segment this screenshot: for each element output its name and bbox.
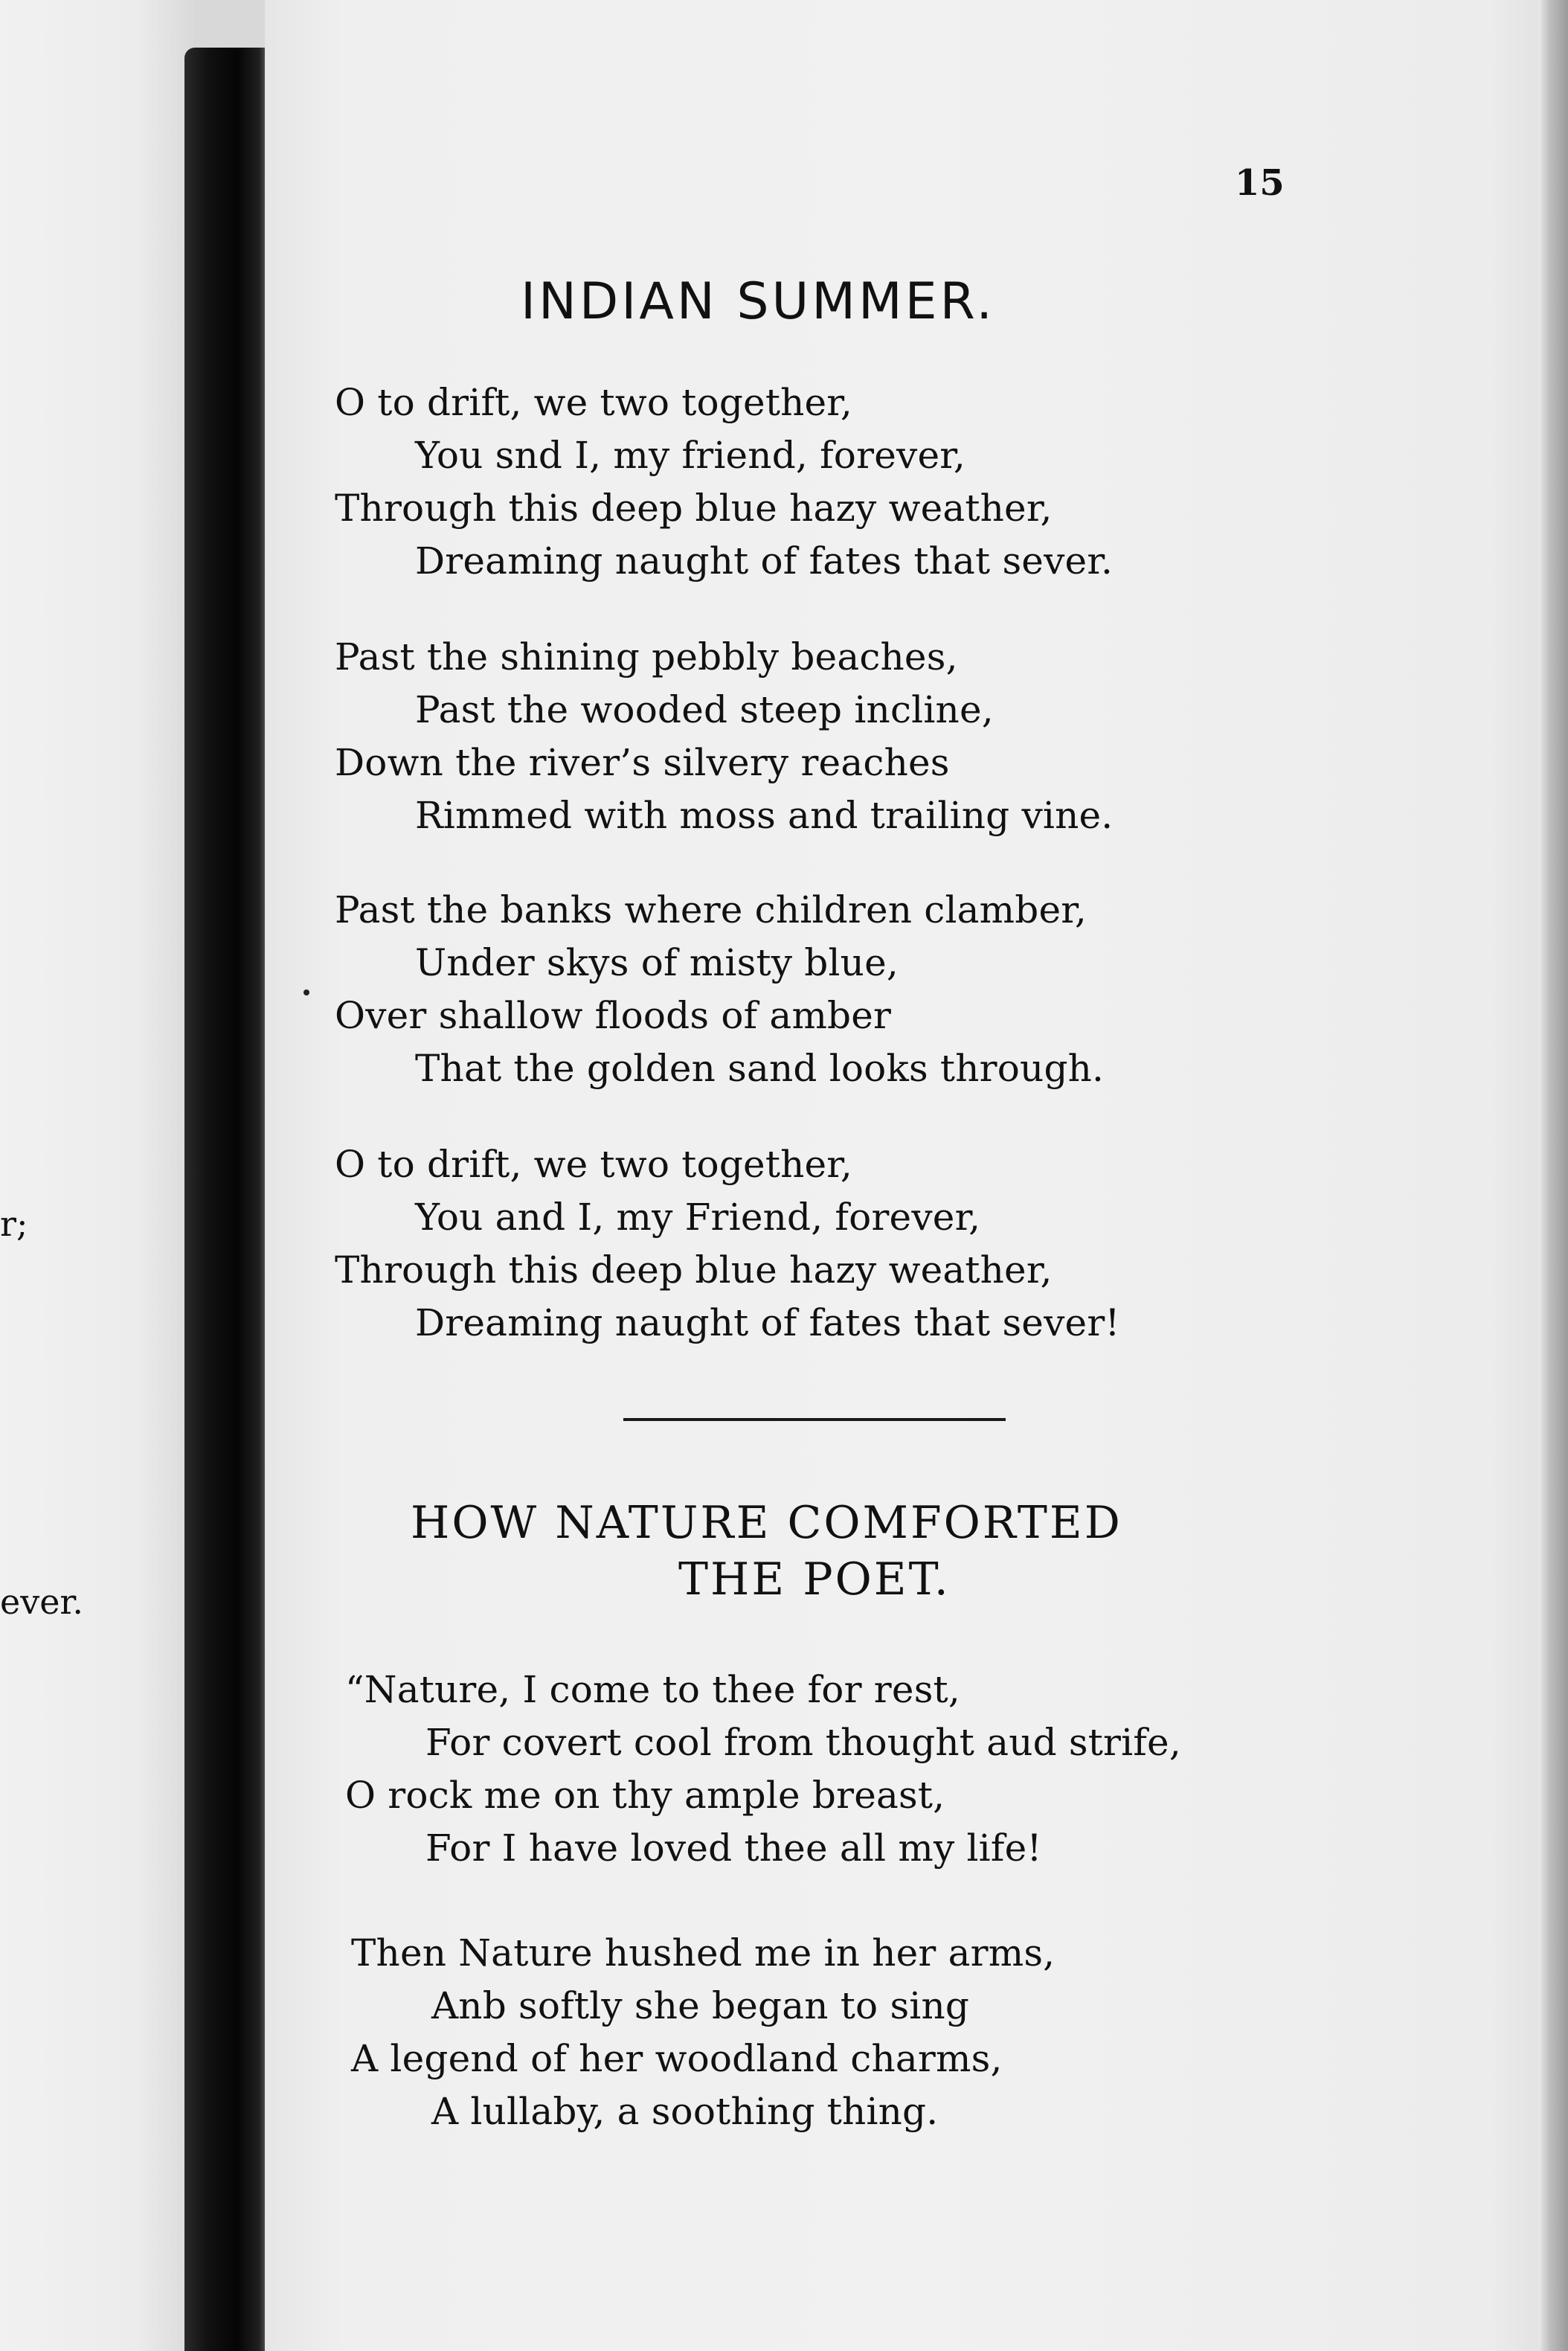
poem-line: Past the wooded steep incline,: [415, 688, 994, 731]
poem-line: “Nature, I come to thee for rest,: [345, 1668, 960, 1711]
poem-line: Through this deep blue hazy weather,: [335, 1248, 1053, 1292]
poem2-stanza-1: [345, 1664, 1181, 1875]
poem-line: Past the shining pebbly beaches,: [335, 635, 958, 679]
left-page-edge: [0, 0, 195, 2351]
poem1-stanza-3: [335, 884, 1104, 1095]
poem2-stanza-2: [351, 1927, 1055, 2138]
poem-line: Over shallow floods of amber: [335, 994, 892, 1037]
poem-line: You snd I, my friend, forever,: [415, 434, 965, 477]
poem-line: Through this deep blue hazy weather,: [335, 487, 1053, 530]
poem-line: Dreaming naught of fates that sever.: [415, 539, 1114, 583]
poem-line: Anb softly she began to sing: [431, 1984, 970, 2027]
print-speck: [303, 990, 309, 995]
poem-line: That the golden sand looks through.: [415, 1047, 1105, 1090]
poem-line: Then Nature hushed me in her arms,: [351, 1931, 1055, 1975]
poem-line: O to drift, we two together,: [335, 381, 853, 424]
poem-line: Rimmed with moss and trailing vine.: [415, 794, 1114, 837]
poem-title-indian-summer: INDIAN SUMMER.: [521, 272, 996, 331]
poem-title-how-nature-comforted-line2: THE POET.: [678, 1553, 951, 1606]
poem-line: O rock me on thy ample breast,: [345, 1774, 945, 1817]
poem-line: A legend of her woodland charms,: [351, 2037, 1003, 2080]
page-number: 15: [1235, 162, 1285, 204]
page-edge-shadow: [1538, 0, 1568, 2351]
left-page-fragment: ever.: [0, 1582, 83, 1622]
poem-line: For covert cool from thought aud strife,: [425, 1721, 1181, 1764]
poem1-stanza-4: [335, 1138, 1120, 1350]
poem-line: O to drift, we two together,: [335, 1143, 853, 1186]
section-divider-rule: [623, 1418, 1006, 1421]
poem-title-how-nature-comforted-line1: HOW NATURE COMFORTED: [411, 1497, 1122, 1549]
left-page-fragment: r;: [0, 1204, 28, 1244]
poem1-stanza-1: [335, 376, 1113, 588]
book-spine-shadow: [184, 48, 272, 2351]
poem-line: For I have loved thee all my life!: [425, 1826, 1042, 1870]
poem-line: You and I, my Friend, forever,: [415, 1196, 981, 1239]
poem-line: Past the banks where children clamber,: [335, 888, 1087, 931]
poem-line: Dreaming naught of fates that sever!: [415, 1301, 1120, 1344]
poem-line: Down the river’s silvery reaches: [335, 741, 950, 784]
poem-line: Under skys of misty blue,: [415, 941, 899, 984]
poem-line: A lullaby, a soothing thing.: [431, 2090, 939, 2133]
poem1-stanza-2: [335, 631, 1113, 842]
